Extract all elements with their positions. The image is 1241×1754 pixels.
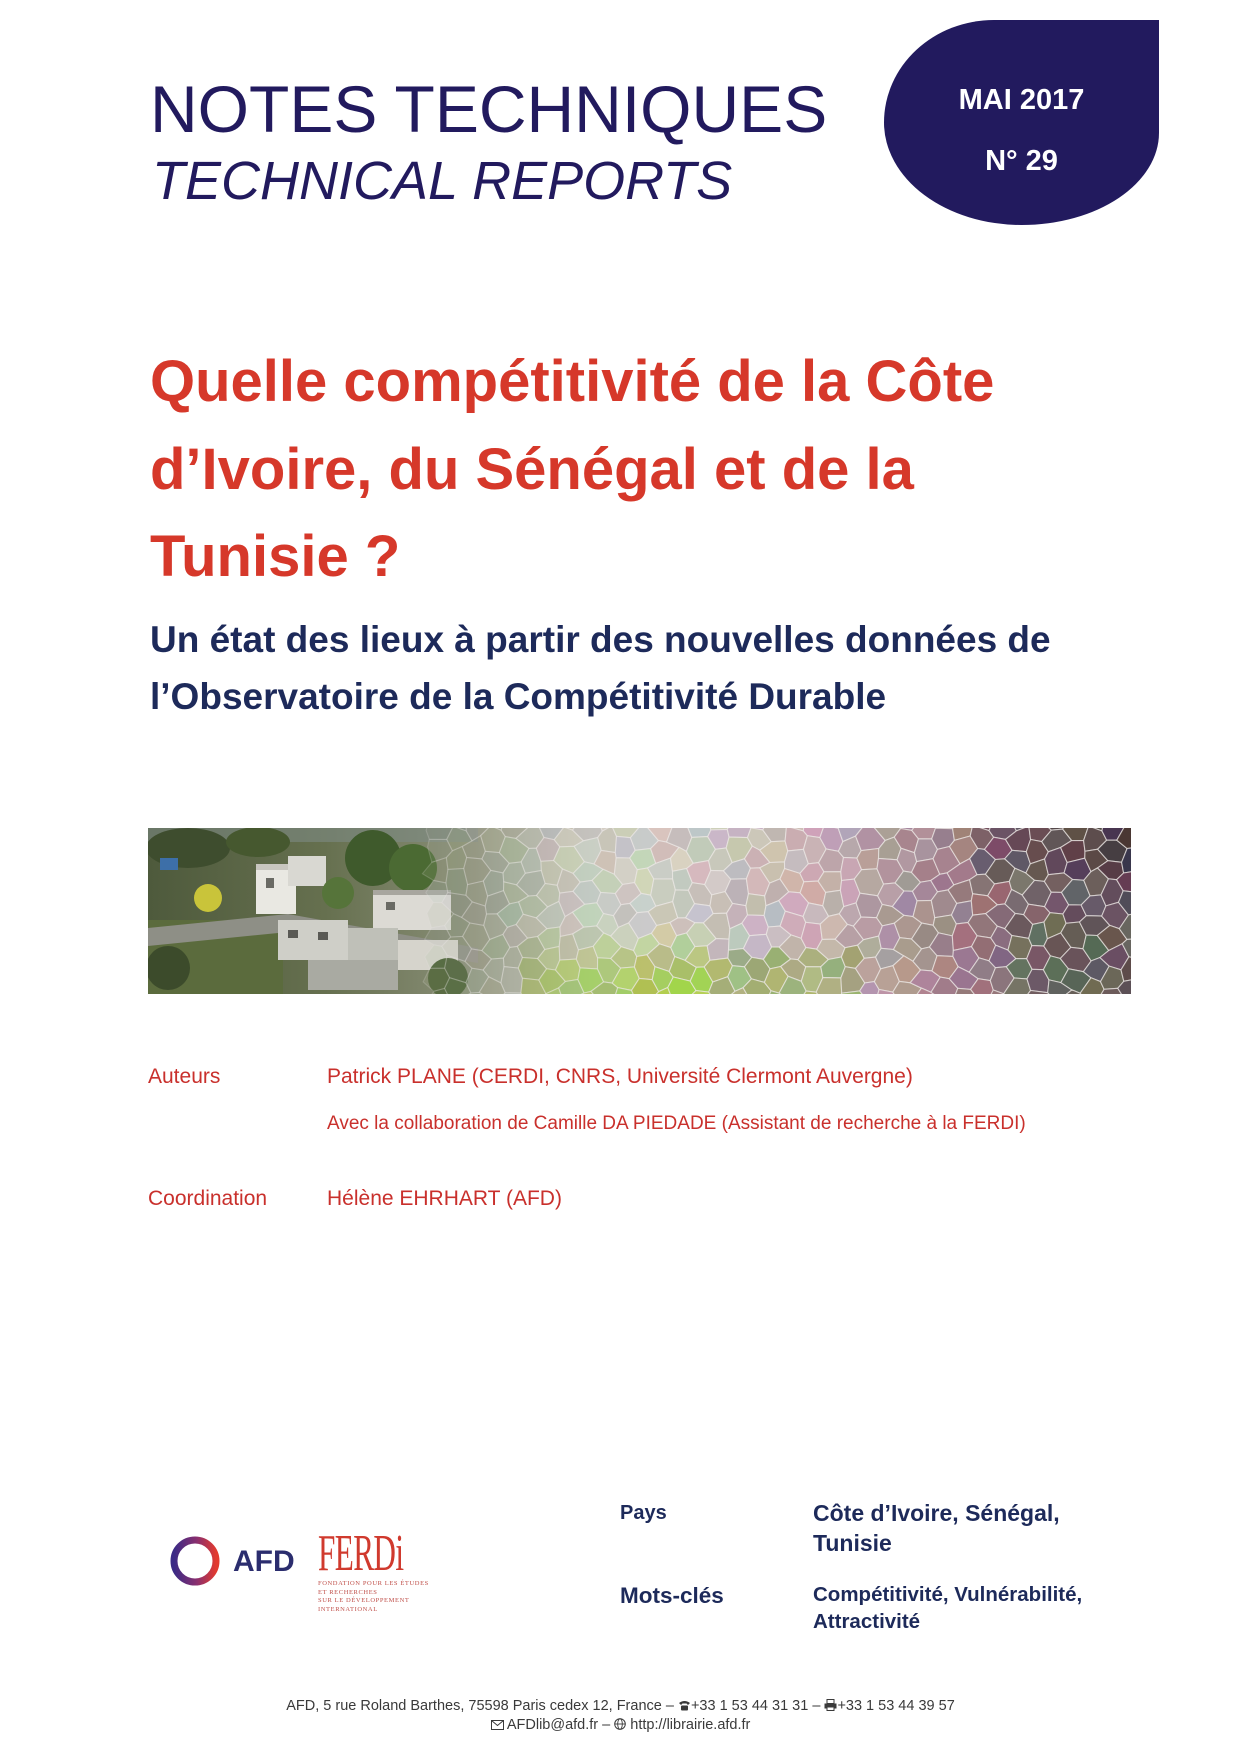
town-window: [266, 878, 274, 888]
footer-web-line: [0, 1718, 1241, 1733]
mosaic-cell: [857, 849, 879, 870]
series-subtitle: TECHNICAL REPORTS: [152, 151, 733, 211]
country-label: Pays: [620, 1502, 667, 1524]
ferdi-logo: FERDi: [318, 1525, 404, 1582]
document-subtitle-line: l’Observatoire de la Compétitivité Durable: [150, 676, 887, 717]
ferdi-tagline-line: INTERNATIONAL: [318, 1605, 378, 1613]
envelope-icon: [491, 1720, 504, 1730]
footer-separator: –: [812, 1698, 821, 1714]
phone-icon: [678, 1699, 691, 1711]
keywords-line: Compétitivité, Vulnérabilité,: [813, 1583, 1083, 1606]
cover-image: [148, 828, 1131, 994]
collaboration-value: Avec la collaboration de Camille DA PIEDADE (Assistant de recherche à la FERDI): [327, 1113, 1026, 1134]
town-house: [288, 856, 326, 886]
fax-icon: [824, 1699, 837, 1711]
afd-logo: AFD: [233, 1545, 295, 1578]
town-building: [308, 960, 398, 990]
town-tree: [322, 877, 354, 909]
globe-icon: [614, 1718, 626, 1730]
footer-email-link[interactable]: AFDlib@afd.fr: [506, 1717, 599, 1733]
keywords-label: Mots-clés: [620, 1583, 724, 1608]
document-subtitle: [150, 611, 1051, 725]
mosaic-cell: [746, 894, 766, 916]
town-tree: [148, 946, 190, 990]
keywords-line: Attractivité: [813, 1610, 921, 1633]
ferdi-logo-tagline: [318, 1580, 429, 1614]
authors-label: Auteurs: [148, 1065, 221, 1088]
coordination-value: Hélène EHRHART (AFD): [327, 1187, 562, 1210]
ferdi-tagline-line: ET RECHERCHES: [318, 1588, 378, 1596]
town-window: [318, 932, 328, 940]
series-title: NOTES TECHNIQUES: [150, 72, 828, 146]
document-title-line: Quelle compétitivité de la Côte: [150, 349, 995, 414]
document-title-line: Tunisie ?: [150, 524, 401, 589]
footer-contact-line: [0, 1699, 1241, 1714]
town-window: [288, 930, 298, 938]
authors-value: Patrick PLANE (CERDI, CNRS, Université Clermont Auvergne): [327, 1065, 913, 1088]
town-sign: [160, 858, 178, 870]
document-subtitle-line: Un état des lieux à partir des nouvelles données de: [150, 619, 1051, 660]
town-tree: [226, 828, 290, 857]
issue-number: N° 29: [985, 145, 1058, 177]
town-tree-yellow: [194, 884, 222, 912]
country-line: Tunisie: [813, 1530, 892, 1556]
footer-fax: +33 1 53 44 39 57: [837, 1698, 955, 1714]
issue-date: MAI 2017: [958, 84, 1085, 116]
issue-badge: [884, 20, 1159, 225]
footer-address: AFD, 5 rue Roland Barthes, 75598 Paris cedex 12, France: [286, 1698, 662, 1714]
footer-separator: –: [665, 1698, 674, 1714]
keywords-value: [813, 1581, 1082, 1635]
town-window: [386, 902, 395, 910]
document-title-line: d’Ivoire, du Sénégal et de la: [150, 436, 914, 502]
ferdi-tagline-line: SUR LE DÉVELOPPEMENT: [318, 1597, 410, 1604]
document-title: [150, 338, 994, 601]
footer-phone: +33 1 53 44 31 31: [690, 1698, 809, 1714]
town-building: [278, 920, 348, 960]
cover-photo: [148, 828, 1131, 994]
afd-logo-ring-icon: [169, 1535, 221, 1587]
coordination-label: Coordination: [148, 1187, 268, 1210]
footer-separator: –: [602, 1717, 611, 1733]
cover-photo-mosaic: [422, 828, 1131, 994]
country-line: Côte d’Ivoire, Sénégal,: [813, 1500, 1060, 1526]
footer-website-link[interactable]: http://librairie.afd.fr: [630, 1717, 751, 1733]
ferdi-tagline-line: FONDATION POUR LES ÉTUDES: [318, 1580, 429, 1587]
town-building: [348, 928, 398, 962]
country-value: [813, 1498, 1060, 1558]
